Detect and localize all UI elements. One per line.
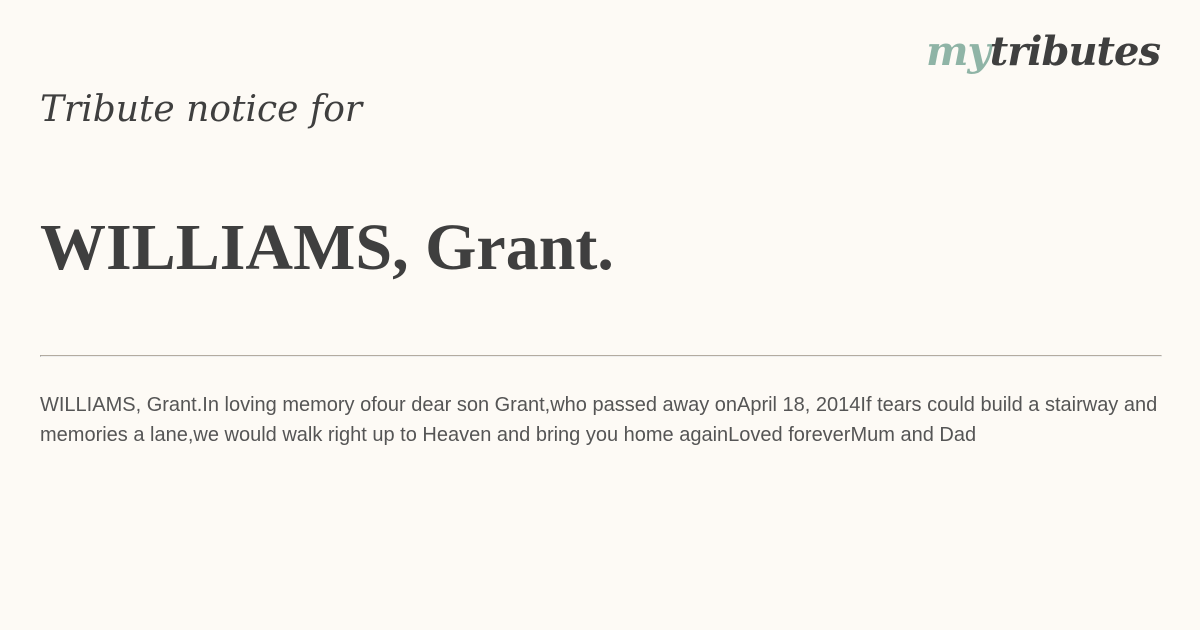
- logo-tributes-text: tributes: [989, 28, 1160, 75]
- tribute-notice-kicker: Tribute notice for: [40, 89, 363, 130]
- notice-body-text: WILLIAMS, Grant.In loving memory ofour dear son Grant,who passed away onApril 18, 2014If tears could build a stairway and memories a lane,we would walk right up to Heaven and bring you home againLoved foreverMum and Dad: [40, 394, 1158, 446]
- logo-my-text: my: [926, 28, 990, 75]
- mytributes-logo[interactable]: [926, 28, 1160, 75]
- section-divider: [40, 355, 1162, 357]
- deceased-name-title: WILLIAMS, Grant.: [40, 211, 614, 284]
